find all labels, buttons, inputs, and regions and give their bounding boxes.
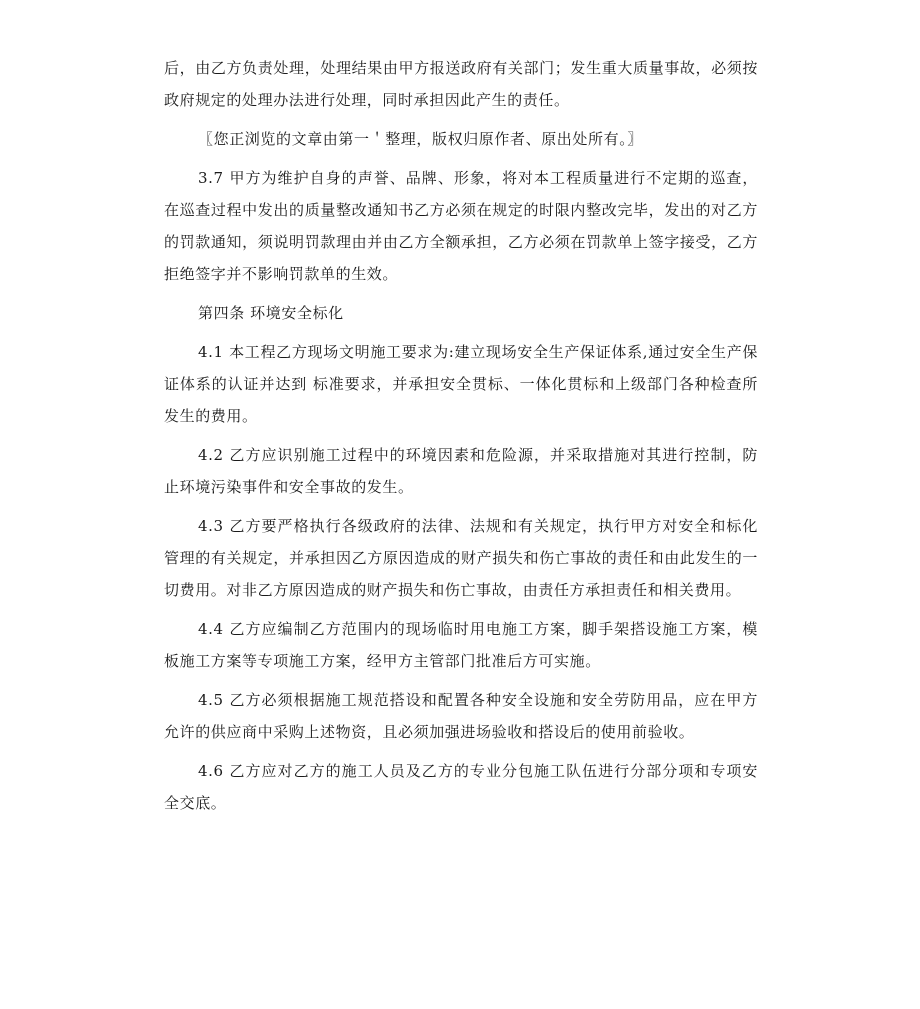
paragraph-3-7: 3.7 甲方为维护自身的声誉、品牌、形象，将对本工程质量进行不定期的巡查，在巡查过程中发出的质量整改通知书乙方必须在规定的时限内整改完毕，发出的对乙方的罚款通知，须说明罚款理由并由乙方全额承担，乙方必须在罚款单上签字接受，乙方拒绝签字并不影响罚款单的生效。 (164, 169, 758, 283)
section-heading-article-4: 第四条 环境安全标化 (198, 304, 344, 322)
paragraph-notice: 〖您正浏览的文章由第一＇整理，版权归原作者、原出处所有。〗 (198, 130, 643, 148)
paragraph-4-3: 4.3 乙方要严格执行各级政府的法律、法规和有关规定，执行甲方对安全和标化管理的有关规定，并承担因乙方原因造成的财产损失和伤亡事故的责任和由此发生的一切费用。对非乙方原因造成的财产损失和伤亡事故，由责任方承担责任和相关费用。 (164, 517, 758, 599)
document-page (164, 52, 758, 826)
paragraph-continuation: 后，由乙方负责处理，处理结果由甲方报送政府有关部门；发生重大质量事故，必须按政府规定的处理办法进行处理，同时承担因此产生的责任。 (164, 59, 758, 109)
paragraph-4-4: 4.4 乙方应编制乙方范围内的现场临时用电施工方案，脚手架搭设施工方案，模板施工方案等专项施工方案，经甲方主管部门批准后方可实施。 (164, 620, 758, 670)
paragraph-4-6: 4.6 乙方应对乙方的施工人员及乙方的专业分包施工队伍进行分部分项和专项安全交底。 (164, 762, 758, 812)
paragraph-4-5: 4.5 乙方必须根据施工规范搭设和配置各种安全设施和安全劳防用品，应在甲方允许的供应商中采购上述物资，且必须加强进场验收和搭设后的使用前验收。 (164, 691, 758, 741)
paragraph-4-1: 4.1 本工程乙方现场文明施工要求为:建立现场安全生产保证体系,通过安全生产保证体系的认证并达到 标准要求，并承担安全贯标、一体化贯标和上级部门各种检查所发生的费用。 (164, 343, 758, 425)
paragraph-4-2: 4.2 乙方应识别施工过程中的环境因素和危险源，并采取措施对其进行控制，防止环境污染事件和安全事故的发生。 (164, 446, 758, 496)
